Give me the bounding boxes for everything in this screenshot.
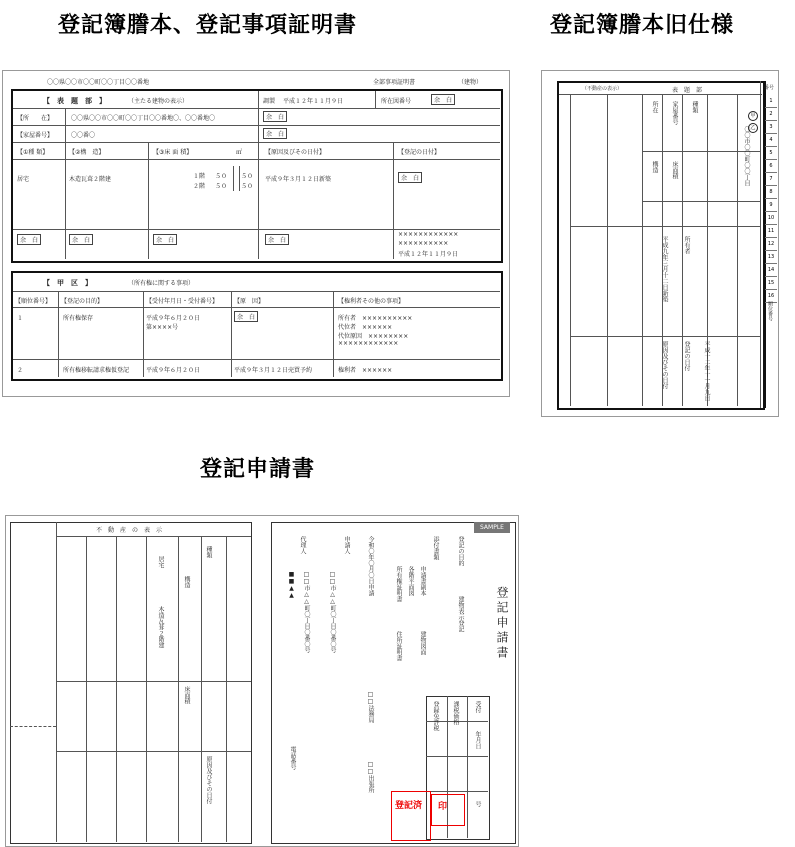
app-left-header: 不 動 産 の 表 示 <box>96 527 163 534</box>
old-number-cell: 15 <box>765 277 777 290</box>
application-left-page <box>10 522 252 844</box>
stamp-in-text: 印 <box>438 802 448 812</box>
app-office-2: □□出張所 <box>367 761 374 793</box>
old-text-shurui: 種類 <box>691 101 698 113</box>
old-text-kaoku: 家屋番号 <box>671 101 678 125</box>
old-bango: 番号 <box>764 85 775 91</box>
blank-stamp: 余 白 <box>265 234 289 245</box>
row2-date: 平成９年６月２０日 <box>146 367 201 374</box>
col-shurui: 【①種 類】 <box>17 149 49 156</box>
old-number-cell: 16 <box>765 290 777 303</box>
app-date-line: 令和〇年〇月〇日申請 <box>367 536 374 596</box>
app-receipt: 受付 <box>474 701 481 713</box>
registered-stamp <box>391 791 431 841</box>
app-tel: 電話番号 <box>289 746 296 770</box>
old-number-cell: 2 <box>765 108 777 121</box>
old-text-owner: 所有者 <box>683 236 690 254</box>
hyodai-sub: （主たる建物の表示） <box>128 98 189 105</box>
old-text-yuka: 床面積 <box>671 161 678 179</box>
blank-stamp: 余 白 <box>431 94 455 105</box>
app-applicant-label: 申請人 <box>343 536 350 554</box>
col-jyuni: 【順位番号】 <box>15 298 52 305</box>
blank-stamp: 余 白 <box>398 172 422 183</box>
old-text-genin: 原因及びその日付 <box>661 341 668 389</box>
app-addr-1: □□市△△町〇丁目〇番〇号 <box>329 571 336 653</box>
old-number-cell: 14 <box>765 264 777 277</box>
sample-badge: SAMPLE <box>474 522 510 533</box>
app-purpose-label: 登記の目的 <box>457 536 464 566</box>
area-2-dec: ５０ <box>241 183 254 190</box>
row1-agent2: 代位原因 ×××××××× <box>338 333 409 340</box>
row1-mokuteki: 所有権保存 <box>63 315 94 322</box>
app-year-label: 年月日 <box>474 731 481 749</box>
old-number-cell: 5 <box>765 147 777 160</box>
kouku-label: 【 甲 区 】 <box>43 279 92 287</box>
genin-value: 平成９年３月１２日新築 <box>265 176 332 183</box>
app-fee-label: 登録免許税 <box>432 701 439 731</box>
col-uketsuke: 【受付年月日・受付番号】 <box>146 298 219 305</box>
old-number-cell: 4 <box>765 134 777 147</box>
certificate-document <box>2 70 510 397</box>
col-toki-date: 【登記の日付】 <box>398 149 441 156</box>
blank-stamp: 余 白 <box>234 311 258 322</box>
old-number-cell: 3 <box>765 121 777 134</box>
old-number-column <box>765 95 777 303</box>
app-attach-2: 建物図面 <box>419 631 426 655</box>
app-wood: 木造瓦葺２階建 <box>157 606 164 648</box>
xline-2: ×××××××××× <box>398 240 449 247</box>
shozai-value: 〇〇県〇〇市〇〇町〇〇丁目〇〇番地〇、〇〇番地〇 <box>71 115 216 122</box>
old-text-kozo: 構造 <box>651 161 658 173</box>
app-addr-2: □□市△△町〇丁目〇番〇号 <box>303 571 310 653</box>
row1-x: ×××××××××××× <box>338 340 399 347</box>
app-kind-label: 種類 <box>205 546 212 558</box>
heading-certificate: 登記簿謄本、登記事項証明書 <box>58 13 358 38</box>
app-agent-name: ■■▲▲ <box>288 571 295 599</box>
blank-stamp: 余 白 <box>69 234 93 245</box>
old-text-date-value: 平成十二年十一月九日 <box>703 341 710 401</box>
old-text-date: 登記の日付 <box>683 341 690 371</box>
blank-stamp: 余 白 <box>263 128 287 139</box>
old-number-cell: 11 <box>765 225 777 238</box>
hyodai-label: 【 表 題 部 】 <box>43 97 106 105</box>
old-number-cell: 13 <box>765 251 777 264</box>
row1-owner: 所有者 ×××××××××× <box>338 315 413 322</box>
floor-1: １階 <box>193 173 206 180</box>
old-number-cell: 8 <box>765 186 777 199</box>
old-header: 表 題 部 <box>672 87 703 94</box>
xline-1: ×××××××××××× <box>398 231 459 238</box>
col-genin: 【原因及びその日付】 <box>265 149 326 156</box>
app-struct-label: 構造 <box>183 576 190 588</box>
blank-stamp: 余 白 <box>263 111 287 122</box>
top-right-title: 全部事項証明書 <box>373 79 416 86</box>
old-left-header: （不動産の表示） <box>582 86 623 92</box>
area-2: ５０ <box>215 183 228 190</box>
row1-num: 第××××号 <box>146 324 179 331</box>
row1-no: １ <box>17 315 24 322</box>
col-kozo: 【②構 造】 <box>69 149 105 156</box>
old-number-cell: 10 <box>765 212 777 225</box>
kaoku-value: 〇〇番〇 <box>71 132 96 139</box>
heading-application: 登記申請書 <box>200 457 316 482</box>
blank-stamp: 余 白 <box>153 234 177 245</box>
area-1: ５０ <box>215 173 228 180</box>
row2-kenri: 権利者 ×××××× <box>338 367 393 374</box>
top-address: 〇〇県〇〇市〇〇町〇〇丁目〇〇番地 <box>47 79 150 86</box>
col-yuka-unit: ㎡ <box>236 149 243 156</box>
col-mokuteki: 【登記の目的】 <box>61 298 104 305</box>
row2-genin: 平成９年３月１２日売買予約 <box>234 367 313 374</box>
app-number-label: 号 <box>474 801 481 807</box>
area-1-dec: ５０ <box>241 173 254 180</box>
chosei-value: 平成１２年１１月９日 <box>283 98 344 105</box>
app-attach-1: 申請書副本 <box>419 566 426 596</box>
chosei-label: 調製 <box>263 98 276 105</box>
application-document <box>5 515 519 847</box>
app-tax-label: 課税価格 <box>452 701 459 725</box>
app-area-label: 床面積 <box>183 686 190 704</box>
row2-mokuteki: 所有権移転請求権仮登記 <box>63 367 130 374</box>
old-number-cell: 6 <box>765 160 777 173</box>
shurui-value: 居宅 <box>17 176 30 183</box>
old-side-text: 順位番号 <box>767 301 773 321</box>
app-purpose-value: 建物表示登記 <box>457 596 464 632</box>
heading-old-format: 登記簿謄本旧仕様 <box>550 13 735 38</box>
row2-no: ２ <box>17 367 24 374</box>
kouku-sub: （所有権に関する事項） <box>128 280 195 287</box>
app-house: 居宅 <box>157 556 164 568</box>
old-circle-otsu: 乙 <box>748 123 758 133</box>
col-yuka: 【③床 面 積】 <box>153 149 193 156</box>
seal-stamp <box>431 794 465 826</box>
app-office: □□法務局 <box>367 691 374 723</box>
old-number-cell: 7 <box>765 173 777 186</box>
old-format-document <box>541 70 779 417</box>
app-attach-5: 住所証明書 <box>395 631 402 661</box>
row1-date: 平成９年６月２０日 <box>146 315 201 322</box>
old-number-cell: 12 <box>765 238 777 251</box>
old-text-shinchiku: 平成九年三月十二日新築 <box>661 236 668 302</box>
shozai-label: 【所 在】 <box>17 115 54 122</box>
kaoku-label: 【家屋番号】 <box>17 132 54 139</box>
top-right-kind: （建物） <box>458 79 483 86</box>
toki-date-value: 平成１２年１１月９日 <box>398 251 459 258</box>
app-title: 登記申請書 <box>495 586 509 661</box>
stamp-done-text: 登記済 <box>395 801 423 811</box>
old-text-shozai: 所在 <box>651 101 658 113</box>
old-text-address: 〇〇市〇〇町〇〇丁目 <box>743 126 750 186</box>
app-attach-label: 添付書類 <box>432 536 439 560</box>
app-attach-3: 各階平面図 <box>407 566 414 596</box>
old-circle-kou: 甲 <box>748 111 758 121</box>
fudosan-label: 所在図番号 <box>381 98 412 105</box>
app-agent-label: 代理人 <box>299 536 306 554</box>
old-number-cell: 1 <box>765 95 777 108</box>
col-genin2: 【原 因】 <box>234 298 265 305</box>
app-reason: 原因及びその日付 <box>205 756 212 804</box>
app-attach-4: 所有権証明書 <box>395 566 402 602</box>
old-number-cell: 9 <box>765 199 777 212</box>
row1-agent: 代位者 ×××××× <box>338 324 393 331</box>
col-kenri: 【権利者その他の事項】 <box>338 298 405 305</box>
blank-stamp: 余 白 <box>17 234 41 245</box>
kozo-value: 木造瓦葺２階建 <box>69 176 112 183</box>
floor-2: ２階 <box>193 183 206 190</box>
